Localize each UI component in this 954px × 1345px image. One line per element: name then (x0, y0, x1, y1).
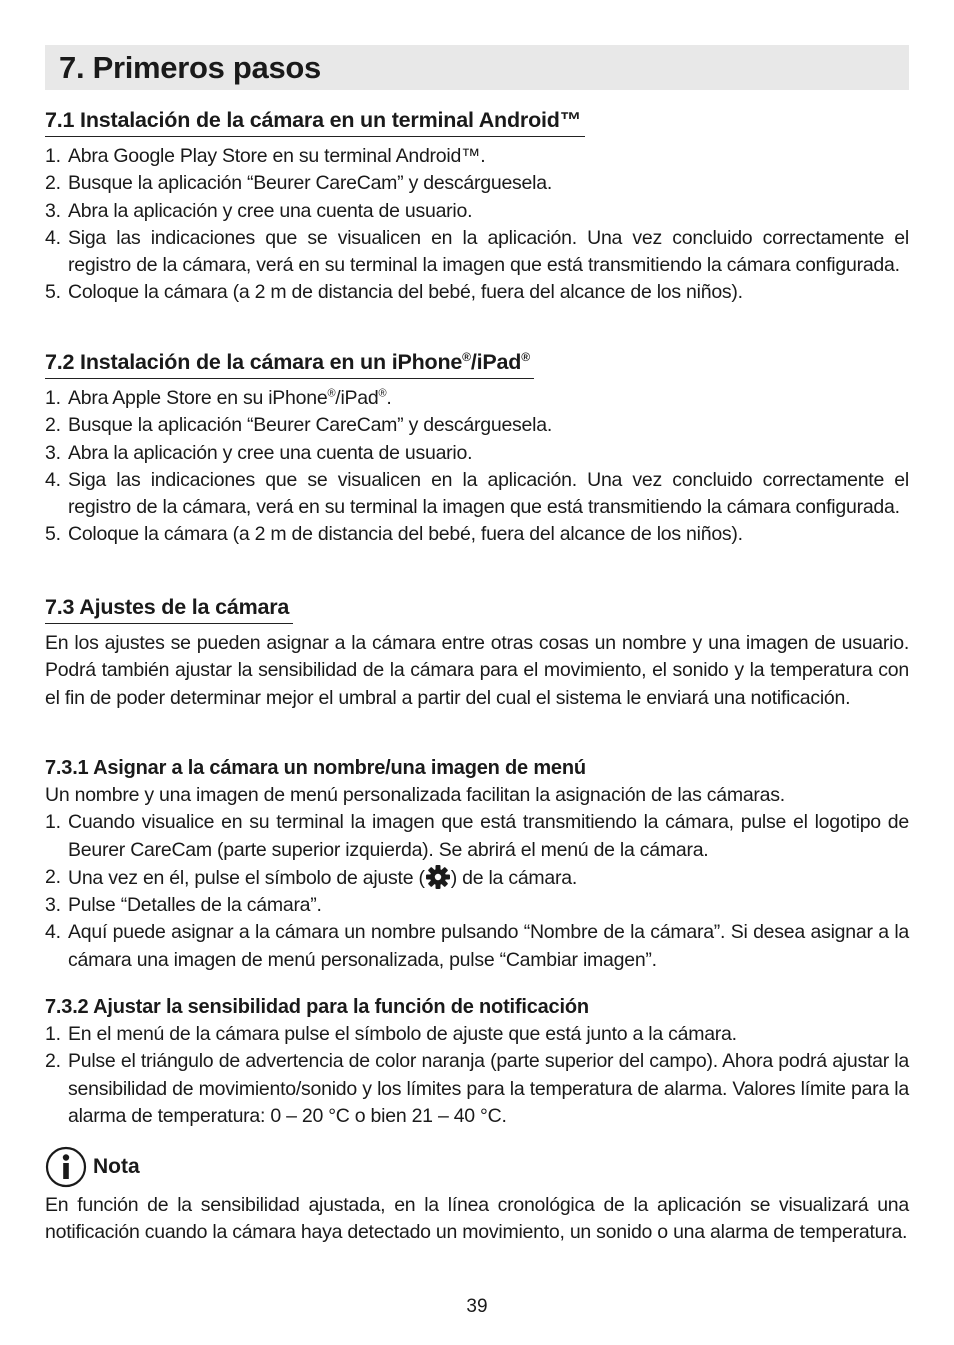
section-7-2-heading: 7.2 Instalación de la cámara en un iPhone®/iPad® (45, 350, 534, 379)
list-item: 3. Abra la aplicación y cree una cuenta de usuario. (45, 199, 473, 222)
section-7-3-intro: En los ajustes se pueden asignar a la cámara entre otras cosas un nombre y una imagen de usuario. Podrá también ajustar la sensibilidad de la cámara para el movimiento, el sonido y la temperatura con el fin de poder determinar mejor el umbral a partir del cual el sistema le enviará una notificación. (45, 632, 909, 709)
note-block (45, 1146, 909, 1247)
note-header (45, 1146, 909, 1188)
list-item: 4. Aquí puede asignar a la cámara un nombre pulsando “Nombre de la cámara”. Si desea asignar a la cámara una imagen de menú personalizada, pulse “Cambiar imagen”. (45, 921, 909, 971)
list-item: 1. Cuando visualice en su terminal la imagen que está transmitiendo la cámara, pulse el logotipo de Beurer CareCam (parte superior izquierda). Se abrirá el menú de la cámara. (45, 811, 909, 861)
note-text: En función de la sensibilidad ajustada, en la línea cronológica de la aplicación se visualizará una notificación cuando la cámara haya detectado un movimiento, un sonido o una alarma de temperatura. (45, 1194, 909, 1244)
section-7-2-list (45, 385, 909, 549)
section-7-3-1-intro: Un nombre y una imagen de menú personalizada facilitan la asignación de las cámaras. (45, 784, 785, 806)
list-item: 3. Pulse “Detalles de la cámara”. (45, 894, 322, 917)
page-number: 39 (466, 1296, 488, 1317)
list-item: 4. Siga las indicaciones que se visualicen en la aplicación. Una vez concluido correctamente el registro de la cámara, verá en su terminal la imagen que está transmitiendo la cámara configurada. (45, 468, 909, 519)
chapter-title-bar (45, 45, 909, 90)
list-item: 2. Una vez en él, pulse el símbolo de ajuste ( ) de la cámara. (45, 865, 578, 889)
list-item: 1. Abra Google Play Store en su terminal Android™. (45, 145, 486, 167)
section-7-3-1-heading: 7.3.1 Asignar a la cámara un nombre/una imagen de menú (45, 757, 586, 779)
section-7-2 (45, 350, 909, 549)
info-icon (45, 1146, 87, 1188)
section-7-1 (45, 108, 909, 307)
section-7-3-2-heading: 7.3.2 Ajustar la sensibilidad para la función de notificación (45, 996, 589, 1018)
list-item: 2. Busque la aplicación “Beurer CareCam” y descárguesela. (45, 172, 552, 195)
list-item: 2. Busque la aplicación “Beurer CareCam” y descárguesela. (45, 414, 552, 437)
list-item: 2. Pulse el triángulo de advertencia de color naranja (parte superior del campo). Ahora podrá ajustar la sensibilidad de movimiento/sonido y los límites para la temperatura de alarma. Valores límite para la alarma de temperatura: 0 – 20 °C o bien 21 – 40 °C. (45, 1050, 909, 1127)
list-item: 1. Abra Apple Store en su iPhone®/iPad®. (45, 387, 392, 409)
list-item: 5. Coloque la cámara (a 2 m de distancia del bebé, fuera del alcance de los niños). (45, 281, 743, 304)
list-item: 5. Coloque la cámara (a 2 m de distancia del bebé, fuera del alcance de los niños). (45, 523, 743, 546)
section-7-1-heading: 7.1 Instalación de la cámara en un terminal Android™ (45, 108, 585, 137)
gear-icon (425, 864, 451, 890)
note-label: Nota (93, 1155, 140, 1178)
section-7-3-2-list (45, 1021, 909, 1130)
section-7-3 (45, 595, 909, 712)
section-7-3-1 (45, 757, 909, 974)
list-item: 1. En el menú de la cámara pulse el símbolo de ajuste que está junto a la cámara. (45, 1023, 737, 1045)
list-item: 4. Siga las indicaciones que se visualicen en la aplicación. Una vez concluido correctamente el registro de la cámara, verá en su terminal la imagen que está transmitiendo la cámara configurada. (45, 226, 909, 277)
section-7-3-1-list (45, 809, 909, 974)
section-7-1-list (45, 143, 909, 307)
page-content (45, 45, 909, 1244)
section-7-3-2 (45, 996, 909, 1130)
section-7-3-heading: 7.3 Ajustes de la cámara (45, 595, 293, 624)
chapter-title: 7. Primeros pasos (59, 49, 321, 85)
list-item: 3. Abra la aplicación y cree una cuenta de usuario. (45, 441, 473, 464)
